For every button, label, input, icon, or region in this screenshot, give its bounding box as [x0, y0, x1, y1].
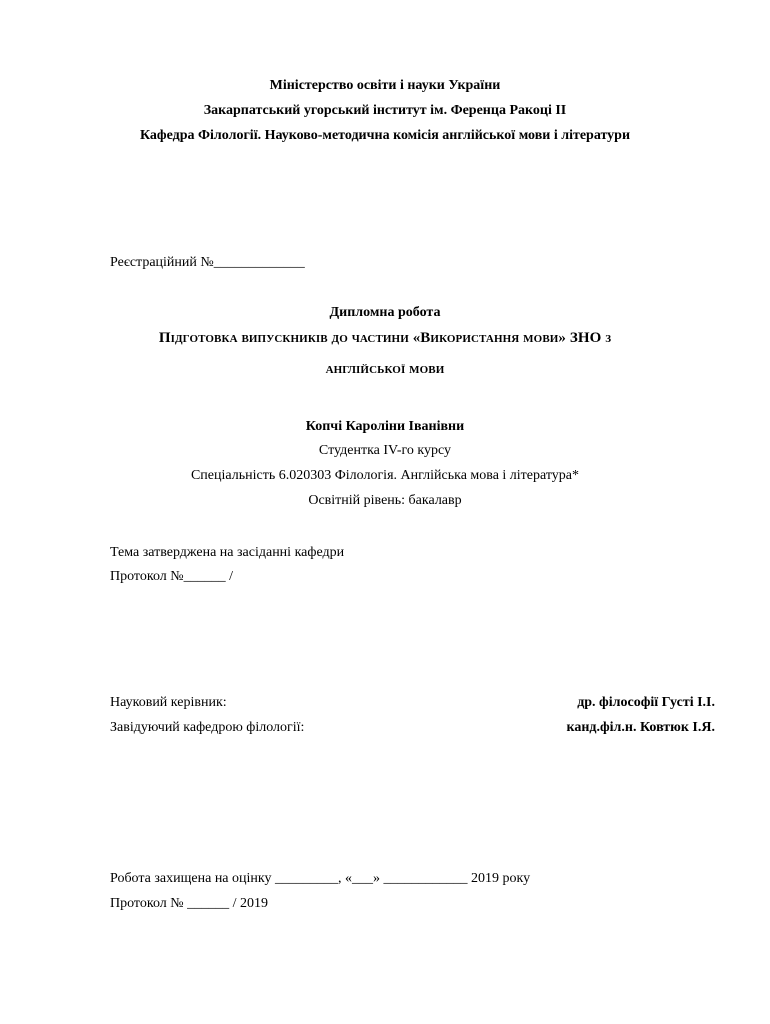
topic-approval: Тема затверджена на засіданні кафедри [110, 545, 345, 560]
department-heading: Кафедра Філології. Науково-методична комісія англійської мови і літератури [139, 128, 631, 143]
supervisor-label: Науковий керівник: [110, 695, 227, 710]
work-type: Дипломна робота [329, 305, 441, 320]
author-specialty: Спеціальність 6.020303 Філологія. Англійська мова і література* [190, 468, 580, 483]
author-course: Студентка IV-го курсу [318, 443, 452, 458]
thesis-title-line-2: англійської мови [325, 361, 445, 377]
author-level: Освітній рівень: бакалавр [308, 493, 462, 508]
author-name: Копчі Кароліни Іванівни [305, 419, 465, 434]
defense-result: Робота захищена на оцінку _________, «___» ____________ 2019 року [110, 871, 531, 886]
ministry-heading: Міністерство освіти і науки України [269, 78, 501, 93]
thesis-title-line-1: Підготовка випускників до частини «Використання мови» ЗНО з [158, 330, 612, 346]
head-of-department-name: канд.філ.н. Ковтюк І.Я. [566, 720, 715, 735]
registration-number: Реєстраційний №_____________ [110, 255, 305, 270]
institute-heading: Закарпатський угорський інститут ім. Ференца Ракоці ІІ [203, 103, 567, 118]
approval-protocol: Протокол №______ / [110, 569, 233, 584]
head-of-department-label: Завідуючий кафедрою філології: [110, 720, 305, 735]
supervisor-name: др. філософії Густі І.І. [577, 695, 715, 710]
defense-protocol: Протокол № ______ / 2019 [110, 896, 268, 911]
